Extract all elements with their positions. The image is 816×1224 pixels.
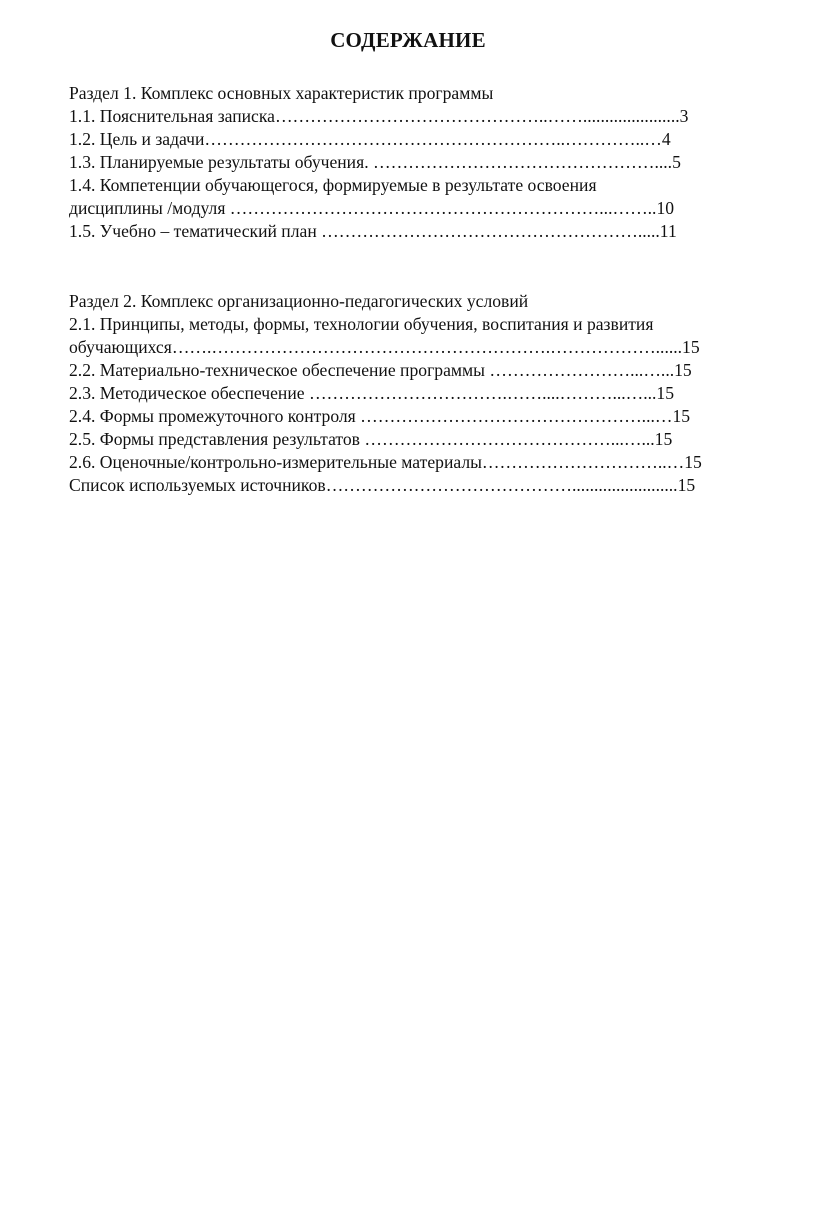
toc-entry: 2.5. Формы представления результатов ……………………………………...…...15 [69, 429, 673, 449]
toc-entry: 2.3. Методическое обеспечение …………………………….……....………...…...15 [69, 383, 675, 403]
section-gap [69, 243, 779, 290]
toc-entry: 1.5. Учебно – тематический план ……………………………………………….....11 [69, 221, 677, 241]
toc-entry: 2.1. Принципы, методы, формы, технологии обучения, воспитания и развития [69, 314, 654, 334]
toc-entry: 1.4. Компетенции обучающегося, формируемые в результате освоения [69, 175, 597, 195]
section-1-heading: Раздел 1. Комплекс основных характеристик программы [69, 83, 494, 103]
section-2-heading: Раздел 2. Комплекс организационно-педагогических условий [69, 291, 529, 311]
toc-entry: 2.6. Оценочные/контрольно-измерительные материалы…………………………..…15 [69, 452, 702, 472]
toc-entry: 1.2. Цель и задачи……………………………………………………..…………..…4 [69, 129, 671, 149]
toc-entry: 2.4. Формы промежуточного контроля …………………………………………...…15 [69, 406, 691, 426]
toc-entry-continuation: дисциплины /модуля ………………………………………………………...……..10 [69, 198, 675, 218]
toc-entry: 1.3. Планируемые результаты обучения. …………………………………………....5 [69, 152, 681, 172]
toc-entry: 1.1. Пояснительная записка………………………………………..……......................3 [69, 106, 689, 126]
table-of-contents [69, 82, 779, 497]
toc-entry: 2.2. Материально-техническое обеспечение программы ……………………...…...15 [69, 360, 692, 380]
page-title: СОДЕРЖАНИЕ [330, 28, 486, 52]
toc-entry-continuation: обучающихся…….………………………………………………….………………......15 [69, 337, 700, 357]
toc-entry: Список используемых источников……………………………………........................15 [69, 475, 696, 495]
